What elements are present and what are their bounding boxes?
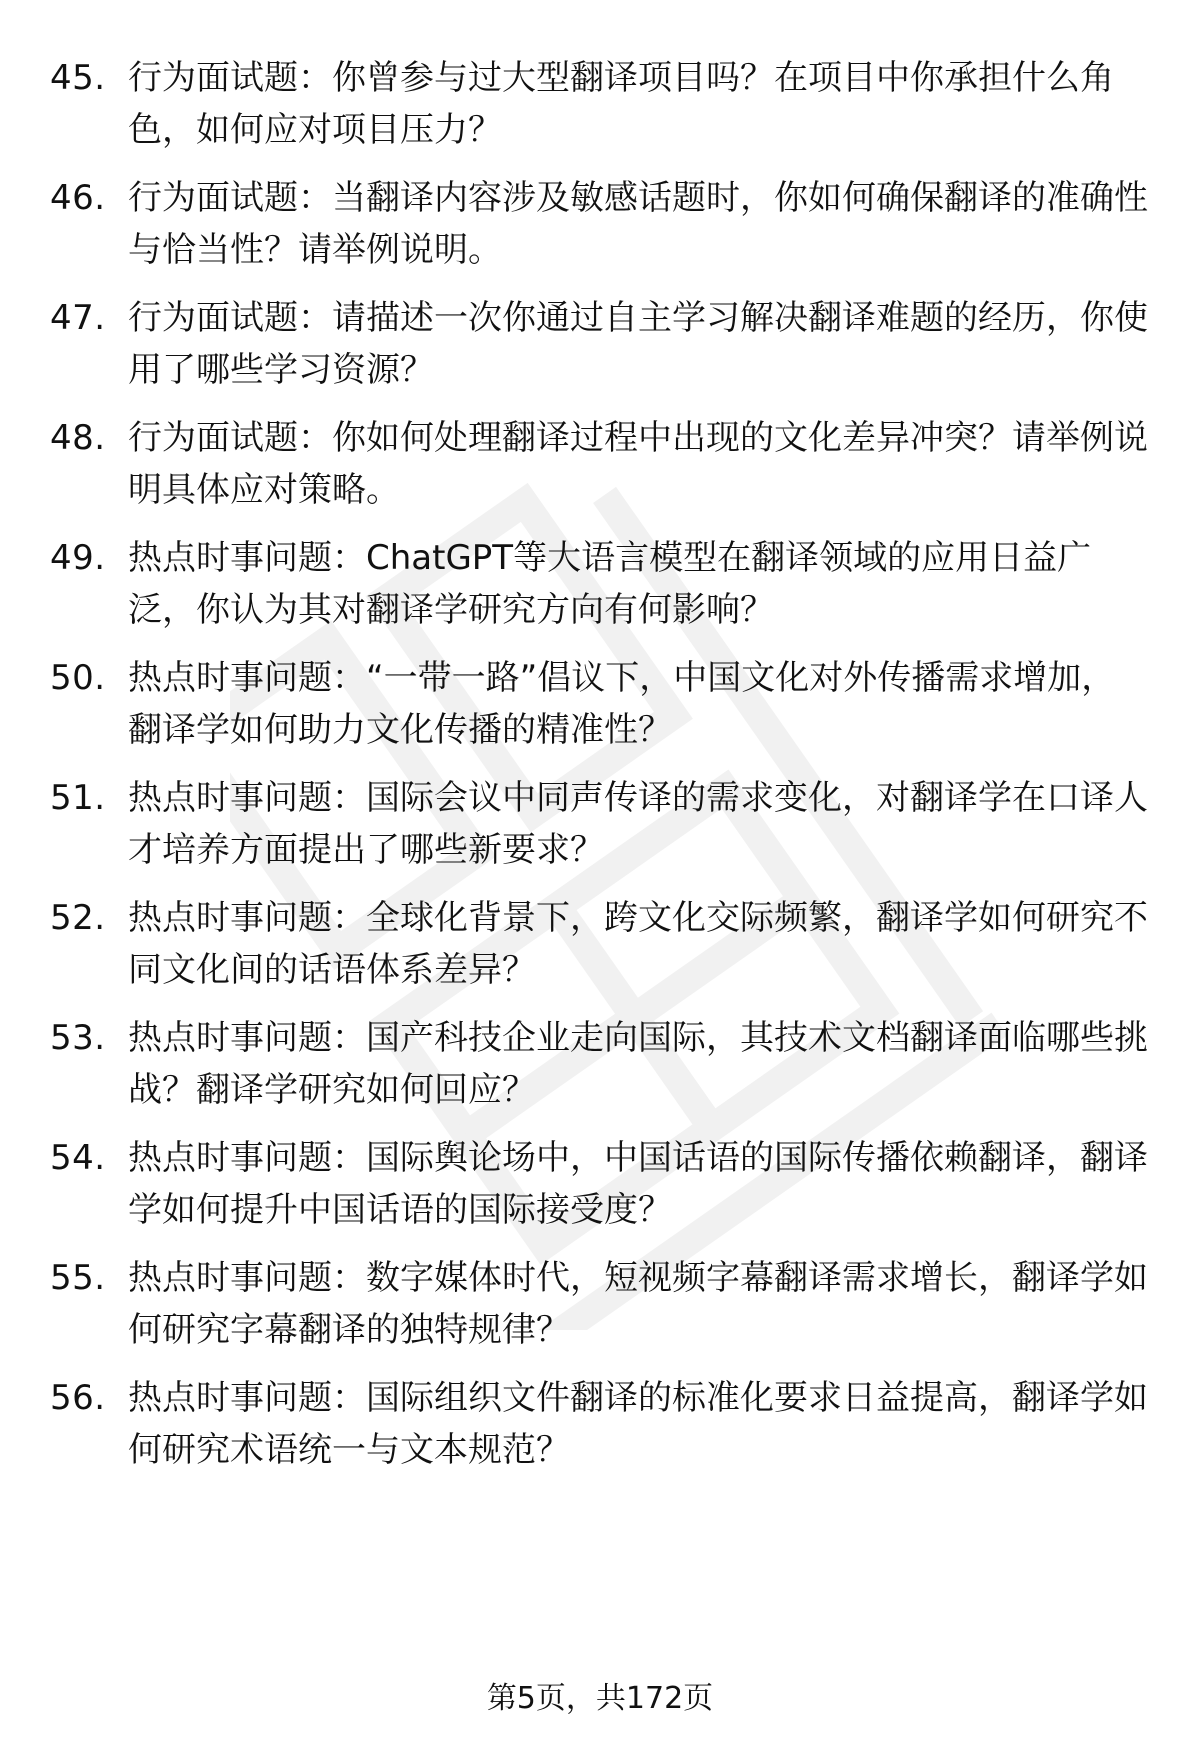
question-number: 52.	[50, 898, 106, 938]
question-text: 热点时事问题：国际组织文件翻译的标准化要求日益提高，翻译学如何研究术语统一与文本规范？	[128, 1378, 1148, 1470]
question-text: 热点时事问题：国际舆论场中，中国话语的国际传播依赖翻译，翻译学如何提升中国话语的国际接受度？	[128, 1138, 1148, 1230]
question-text: 热点时事问题：国产科技企业走向国际，其技术文档翻译面临哪些挑战？翻译学研究如何回应？	[128, 1018, 1148, 1110]
question-text: 热点时事问题：ChatGPT等大语言模型在翻译领域的应用日益广泛，你认为其对翻译学研究方向有何影响？	[128, 538, 1092, 630]
question-number: 56.	[50, 1378, 106, 1418]
question-number: 47.	[50, 298, 106, 338]
question-item	[50, 1132, 1150, 1242]
question-item	[50, 172, 1150, 282]
question-number: 45.	[50, 58, 106, 98]
question-item	[50, 1012, 1150, 1122]
question-item	[50, 772, 1150, 882]
question-item	[50, 1372, 1150, 1482]
question-item	[50, 52, 1150, 162]
question-number: 55.	[50, 1258, 106, 1298]
question-number: 48.	[50, 418, 106, 458]
question-number: 51.	[50, 778, 106, 818]
question-number: 54.	[50, 1138, 106, 1178]
question-text: 行为面试题：当翻译内容涉及敏感话题时，你如何确保翻译的准确性与恰当性？请举例说明。	[128, 178, 1148, 270]
question-item	[50, 292, 1150, 402]
question-number: 53.	[50, 1018, 106, 1058]
question-number: 49.	[50, 538, 106, 578]
question-text: 行为面试题：你如何处理翻译过程中出现的文化差异冲突？请举例说明具体应对策略。	[128, 418, 1148, 510]
question-item	[50, 892, 1150, 1002]
question-item	[50, 652, 1150, 762]
question-item	[50, 532, 1150, 642]
question-item	[50, 412, 1150, 522]
question-text: 热点时事问题：国际会议中同声传译的需求变化，对翻译学在口译人才培养方面提出了哪些新要求？	[128, 778, 1148, 870]
question-number: 46.	[50, 178, 106, 218]
question-number: 50.	[50, 658, 106, 698]
question-text: 热点时事问题：全球化背景下，跨文化交际频繁，翻译学如何研究不同文化间的话语体系差异？	[128, 898, 1148, 990]
page-number: 第5页，共172页	[486, 1681, 714, 1716]
question-text: 行为面试题：请描述一次你通过自主学习解决翻译难题的经历，你使用了哪些学习资源？	[128, 298, 1148, 390]
question-text: 热点时事问题：“一带一路”倡议下，中国文化对外传播需求增加，翻译学如何助力文化传播的精准性？	[128, 658, 1116, 750]
question-text: 行为面试题：你曾参与过大型翻译项目吗？在项目中你承担什么角色，如何应对项目压力？	[128, 58, 1114, 150]
question-item	[50, 1252, 1150, 1362]
question-text: 热点时事问题：数字媒体时代，短视频字幕翻译需求增长，翻译学如何研究字幕翻译的独特规律？	[128, 1258, 1148, 1350]
